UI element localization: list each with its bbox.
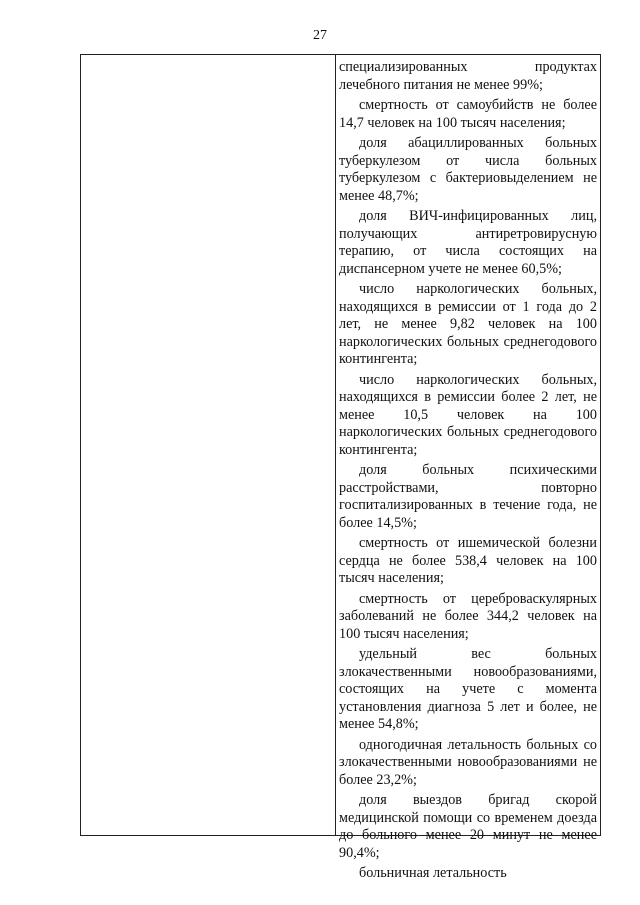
list-item: доля ВИЧ-инфицированных лиц, получающих антиретровирусную терапию, от числа состоящих на диспансерном учете не менее 60,5%;: [339, 208, 597, 277]
list-item: число наркологических больных, находящихся в ремиссии от 1 года до 2 лет, не менее 9,82 человек на 100 наркологических больных среднегодового контингента;: [339, 281, 597, 367]
indicators-table: [80, 54, 601, 881]
list-item: больничная летальность: [359, 865, 507, 881]
table-right-column: [336, 55, 600, 881]
list-item: доля абациллированных больных туберкулезом от числа больных туберкулезом с бактериовыделением не менее 48,7%;: [339, 135, 597, 204]
page-number: 27: [313, 28, 327, 43]
table-left-column: [81, 55, 336, 835]
list-item: число наркологических больных, находящихся в ремиссии более 2 лет, не менее 10,5 человек на 100 наркологических больных среднегодового контингента;: [339, 371, 597, 458]
list-item: одногодичная летальность больных со злокачественными новообразованиями не более 23,2%;: [339, 736, 597, 788]
list-item: смертность от самоубийств не более 14,7 человек на 100 тысяч населения;: [339, 97, 597, 131]
list-item: доля выездов бригад скорой медицинской помощи со временем доезда до больного менее 20 минут не менее 90,4%;: [339, 792, 597, 861]
list-item: специализированных продуктах лечебного питания не менее 99%;: [339, 59, 597, 93]
list-item: удельный вес больных злокачественными новообразованиями, состоящих на учете с момента установления диагноза 5 лет и более, не менее 54,8%;: [339, 646, 597, 732]
list-item: смертность от цереброваскулярных заболеваний не более 344,2 человек на 100 тысяч населения;: [339, 590, 597, 642]
list-item: доля больных психическими расстройствами, повторно госпитализированных в течение года, не более 14,5%;: [339, 462, 597, 531]
list-item: смертность от ишемической болезни сердца не более 538,4 человек на 100 тысяч населения;: [339, 535, 597, 586]
